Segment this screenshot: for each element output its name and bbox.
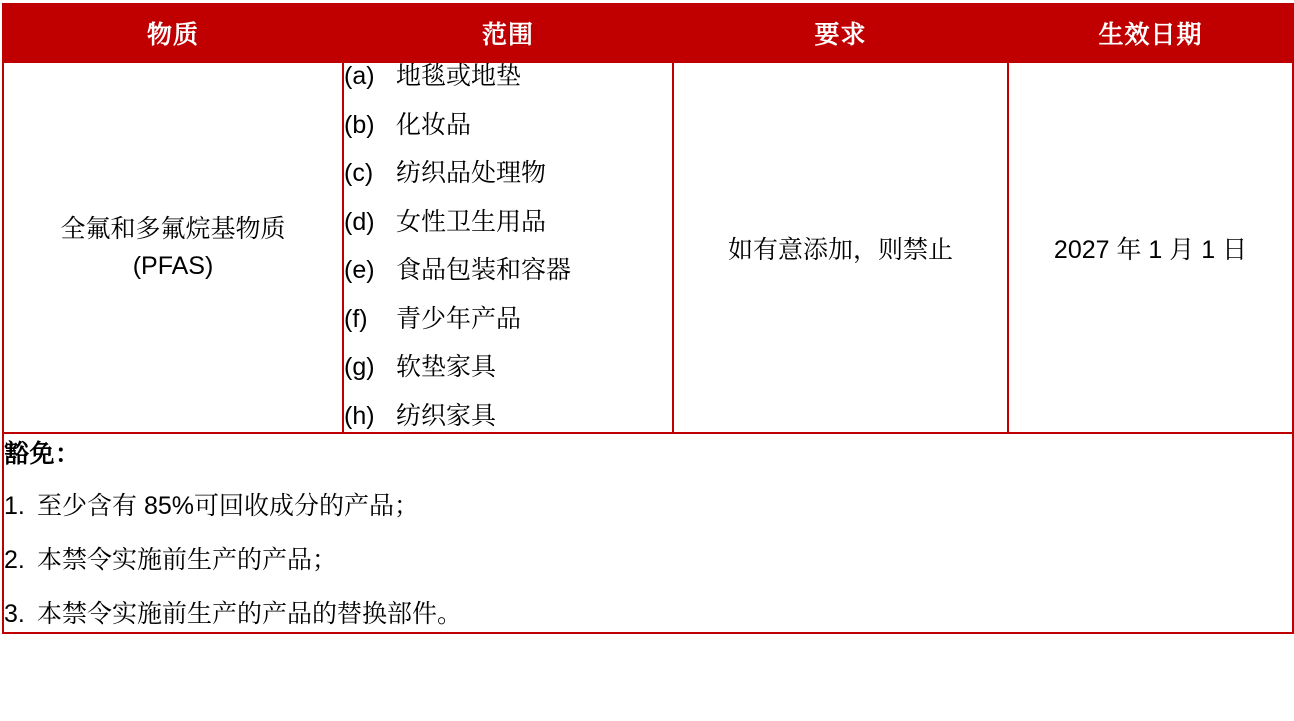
cell-effective-date: 2027 年 1 月 1 日: [1008, 62, 1293, 433]
exemption-number: 1.: [4, 492, 25, 520]
column-header-substance: 物质: [3, 4, 343, 62]
list-item: [344, 209, 672, 237]
cell-exemptions: [3, 433, 1293, 633]
substance-abbreviation: (PFAS): [132, 251, 214, 280]
scope-text: 纺织品处理物: [396, 159, 547, 187]
list-item: [344, 160, 672, 188]
cell-requirement: 如有意添加，则禁止: [673, 62, 1008, 433]
cell-scope: [343, 62, 673, 433]
list-item: [4, 546, 1292, 575]
exemption-number: 3.: [4, 599, 25, 628]
column-header-scope: 范围: [343, 4, 673, 62]
scope-marker: (d): [344, 207, 375, 236]
column-header-effective-date: 生效日期: [1008, 4, 1293, 62]
scope-text: 女性卫生用品: [396, 207, 547, 236]
scope-marker: (e): [344, 256, 375, 284]
scope-text: 纺织家具: [396, 401, 497, 430]
exemption-row: [3, 433, 1293, 633]
exemption-list: [4, 492, 1292, 628]
scope-text: 化妆品: [396, 110, 472, 139]
list-item: [344, 354, 672, 382]
exemption-title: 豁免：: [4, 440, 81, 468]
scope-marker: (b): [344, 110, 375, 139]
list-item: [344, 63, 672, 91]
scope-marker: (h): [344, 401, 375, 430]
substance-name: 全氟和多氟烷基物质: [60, 215, 286, 244]
list-item: [344, 112, 672, 140]
scope-text: 软垫家具: [396, 353, 497, 381]
table-header-row: [3, 4, 1293, 62]
table-row: [3, 62, 1293, 433]
regulation-table: [2, 3, 1294, 634]
exemption-text: 至少含有 85%可回收成分的产品；: [37, 492, 419, 520]
scope-marker: (a): [344, 62, 375, 90]
column-header-requirement: 要求: [673, 4, 1008, 62]
scope-text: 青少年产品: [396, 304, 522, 333]
list-item: [344, 403, 672, 431]
exemption-text: 本禁令实施前生产的产品的替换部件。: [37, 599, 463, 628]
list-item: [4, 600, 1292, 629]
scope-text: 地毯或地垫: [396, 62, 522, 90]
list-item: [344, 306, 672, 334]
scope-list: [344, 63, 672, 430]
cell-substance: [3, 62, 343, 433]
list-item: [344, 257, 672, 285]
scope-marker: (c): [344, 159, 374, 187]
exemption-number: 2.: [4, 545, 25, 574]
exemption-text: 本禁令实施前生产的产品；: [37, 545, 338, 574]
scope-marker: (g): [344, 353, 375, 381]
scope-text: 食品包装和容器: [396, 256, 572, 284]
scope-marker: (f): [344, 304, 368, 333]
list-item: [4, 492, 1292, 521]
